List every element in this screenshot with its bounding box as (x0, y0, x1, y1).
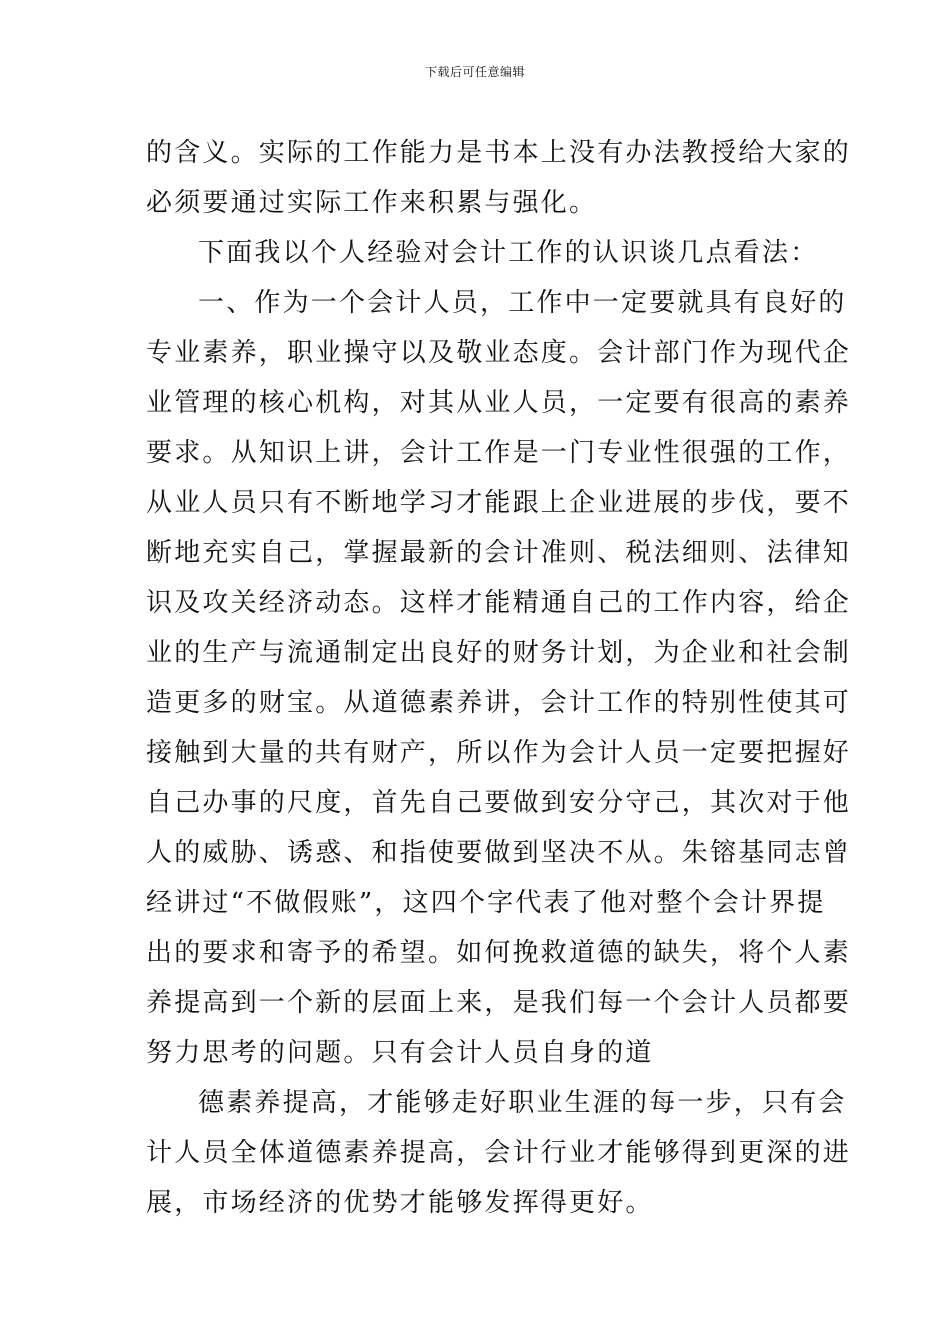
text-line: 识及攻关经济动态。这样才能精通自己的工作内容，给企 (146, 588, 852, 618)
text-line: 展，市场经济的优势才能够发挥得更好。 (146, 1188, 654, 1218)
text-line: 业管理的核心机构，对其从业人员，一定要有很高的素养 (146, 388, 852, 418)
document-body (146, 128, 852, 1228)
text-line: 人的威胁、诱惑、和指使要做到坚决不从。朱镕基同志曾 (146, 838, 852, 868)
text-line: 造更多的财宝。从道德素养讲，会计工作的特别性使其可 (146, 688, 852, 718)
page-header: 下载后可任意编辑 (424, 65, 525, 79)
text-line: 从业人员只有不断地学习才能跟上企业进展的步伐，要不 (146, 488, 852, 518)
text-line: 经讲过“不做假账”，这四个字代表了他对整个会计界提 (146, 888, 826, 918)
text-line: 要求。从知识上讲，会计工作是一门专业性很强的工作， (146, 438, 852, 468)
text-line: 自己办事的尺度，首先自己要做到安分守己，其次对于他 (146, 788, 852, 818)
text-line: 接触到大量的共有财产，所以作为会计人员一定要把握好 (146, 738, 852, 768)
text-line: 的含义。实际的工作能力是书本上没有办法教授给大家的 (146, 138, 852, 168)
text-line: 计人员全体道德素养提高，会计行业才能够得到更深的进 (146, 1138, 852, 1168)
text-line: 专业素养，职业操守以及敬业态度。会计部门作为现代企 (146, 338, 852, 368)
text-line: 必须要通过实际工作来积累与强化。 (146, 188, 598, 218)
paragraph-start-line: 下面我以个人经验对会计工作的认识谈几点看法： (198, 238, 819, 268)
text-line: 业的生产与流通制定出良好的财务计划，为企业和社会制 (146, 638, 852, 668)
text-line: 努力思考的问题。只有会计人员自身的道 (146, 1038, 654, 1068)
text-line: 养提高到一个新的层面上来，是我们每一个会计人员都要 (146, 988, 852, 1018)
paragraph-start-line: 一、作为一个会计人员，工作中一定要就具有良好的 (198, 288, 847, 318)
paragraph-start-line: 德素养提高，才能够走好职业生涯的每一步，只有会 (198, 1088, 847, 1118)
text-line: 出的要求和寄予的希望。如何挽救道德的缺失，将个人素 (146, 938, 852, 968)
text-line: 断地充实自己，掌握最新的会计准则、税法细则、法律知 (146, 538, 852, 568)
